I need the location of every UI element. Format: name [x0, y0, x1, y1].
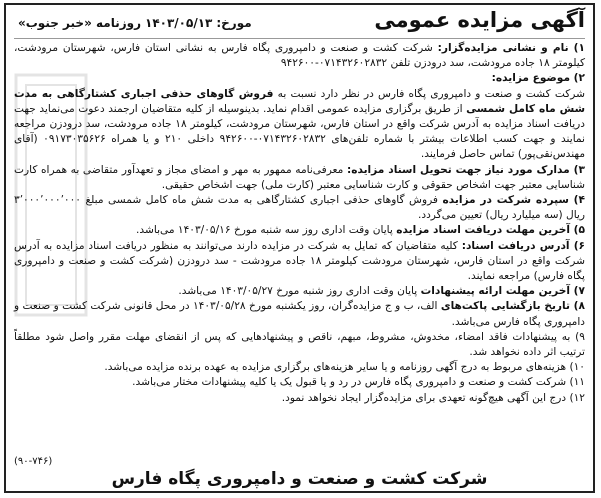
item-heading: ۴) سپرده شرکت در مزایده: [442, 194, 585, 207]
item-11: [14, 375, 585, 390]
item-3: [14, 163, 585, 193]
item-2: [14, 71, 585, 162]
date-value: ۱۴۰۳/۰۵/۱۳: [145, 16, 213, 30]
item-text: فروش گاوهای حذفی اجباری کشتارگاهی به مدت شش ماه کامل شمسی مبلغ ۳٬۰۰۰٬۰۰۰٬۰۰۰ ریال (سه میلیارد ریال) تعیین می‌گردد.: [14, 194, 585, 222]
item-12: [14, 391, 585, 406]
item-text: معرفی‌نامه ممهور به مهر و امضای مجاز و تعهدآور متقاضی به همراه کارت شناسایی معتبر جهت اشخاص حقوقی و کارت شناسایی معتبر (کارت ملی) جهت اشخاص حقیقی.: [14, 163, 585, 191]
newspaper-name: روزنامه «خبر جنوب»: [18, 16, 141, 30]
item-9: [14, 330, 585, 360]
item-text: ۱۰) هزینه‌های مربوط به درج آگهی روزنامه و یا سایر هزینه‌های برگزاری مزایده به عهده برنده مزایده می‌باشد.: [104, 361, 585, 374]
item-text: ۱۱) شرکت کشت و صنعت و دامپروری پگاه فارس در رد و یا قبول یک یا کلیه پیشنهادات مختار می‌باشد.: [132, 376, 585, 389]
advertisement-frame: [4, 3, 595, 493]
item-text: پایان وقت اداری روز سه شنبه مورخ ۱۴۰۳/۰۵/۱۶ می‌باشد.: [136, 224, 393, 237]
item-1: [14, 41, 585, 71]
item-text: ۱۲) درج این آگهی هیچ‌گونه تعهدی برای مزایده‌گزار ایجاد نخواهد نمود.: [281, 391, 585, 404]
item-heading: ۵) آخرین مهلت دریافت اسناد مزایده: [396, 224, 585, 237]
item-text: ۹) به پیشنهادات فاقد امضاء، مخدوش، مشروط، مبهم، ناقص و پیشنهادهایی که پس از انقضای مهلت مقرر واصل شود مطلقاً ترتیب اثر داده نخواهد شد.: [14, 330, 585, 359]
item-text: پایان وقت اداری روز شنبه مورخ ۱۴۰۳/۰۵/۲۷ می‌باشد.: [178, 285, 418, 298]
item-4: [14, 193, 585, 223]
item-text: شرکت کشت و صنعت و دامپروری پگاه فارس به نشانی استان فارس، شهرستان مرودشت، کیلومتر ۱۸ جاده مرودشت، سد درودزن تلفن ۰۷۱۴۳۲۶۰۲۸۳۲-۹۴۲۶۰۰: [14, 42, 585, 70]
item-5: [14, 223, 585, 238]
item-heading: ۸) تاریخ بازگشایی پاکت‌های: [440, 300, 585, 313]
item-heading: ۱) نام و نشانی مزایده‌گزار:: [437, 42, 585, 54]
item-heading: ۳) مدارک مورد نیاز جهت تحویل اسناد مزایده:: [346, 163, 585, 176]
item-8: [14, 299, 585, 329]
ad-body: [14, 41, 585, 406]
company-footer: شرکت کشت و صنعت و دامپروری پگاه فارس: [111, 469, 488, 489]
item-text: شرکت کشت و صنعت و دامپروری پگاه فارس در نظر دارد نسبت به: [277, 87, 585, 100]
item-text: کلیه متقاضیان که تمایل به شرکت در مزایده دارند می‌توانند به منظور دریافت اسناد مزایده به آدرس شرکت واقع در استان فارس، شهرستان مرودشت کیلومتر ۱۸ جاده مرودشت - سد درودزن (شرکت کشت و صنعت و دامپروری پگاه فارس) مراجعه نمایند.: [14, 239, 585, 283]
ad-code: (۹۰-۷۴۶): [14, 456, 53, 467]
item-7: [14, 284, 585, 299]
item-emphasis: فروش گاوهای حذفی اجباری کشتارگاهی به مدت شش ماه کامل شمسی: [14, 87, 585, 115]
item-text: الف، ب و ج مزایده‌گران، روز یکشنبه مورخ ۱۴۰۳/۰۵/۲۸ در محل قانونی شرکت کشت و صنعت و دامپروری پگاه فارس می‌باشد.: [14, 300, 585, 328]
item-10: [14, 360, 585, 375]
item-heading: ۶) آدرس دریافت اسناد:: [461, 239, 586, 252]
item-heading: ۷) آخرین مهلت ارائه پیشنهادات: [420, 285, 585, 298]
item-heading: ۲) موضوع مزایده:: [491, 72, 585, 85]
date-line: [14, 16, 252, 30]
page-title: آگهی مزایده عمومی: [374, 8, 585, 32]
date-label: مورخ:: [216, 16, 252, 30]
item-6: [14, 239, 585, 285]
header: [14, 8, 585, 39]
item-text-continued: از طریق برگزاری مزایده عمومی اقدام نماید. بدینوسیله از کلیه متقاضیان ارجمند دعوت می‌نماید جهت دریافت اسناد مزایده به آدرس شرکت واقع در استان فارس، شهرستان مرودشت، کیلومتر ۱۸ جاده مرودشت، سد درودزن مراجعه نمایند و جهت کسب اطلاعات بیشتر با شماره تلفن‌های ۰۷۱۴۳۲۶۰۲۸۳۲-۹۴۲۶۰۰ داخلی ۲۱۰ و یا همراه ۰۹۱۷۳۰۳۵۶۲۶ (آقای مهندس‌نقی‌پور) تماس حاصل فرمایند.: [14, 102, 586, 161]
